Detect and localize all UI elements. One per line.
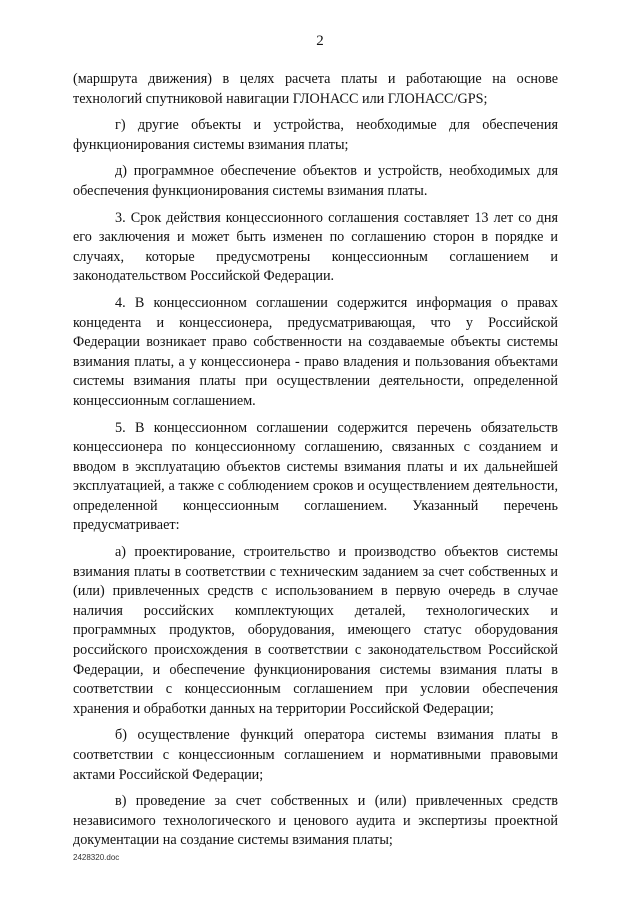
paragraph-item-d: д) программное обеспечение объектов и устройств, необходимых для обеспечения функционирования системы взимания платы. <box>73 163 558 199</box>
page-number: 2 <box>316 33 324 49</box>
paragraph-3: 3. Срок действия концессионного соглашения составляет 13 лет со дня его заключения и может быть изменен по соглашению сторон в порядке и случаях, которые предусмотрены концессионным соглашением и законодательством Российской Федерации. <box>73 209 558 285</box>
paragraph-4: 4. В концессионном соглашении содержится информация о правах концедента и концессионера, предусматривающая, что у Российской Федерации возникает право собственности на создаваемые объекты системы взимания платы, а у концессионера - право владения и пользования объектами системы взимания платы при осуществлении деятельности, определенной концессионным соглашением. <box>73 294 558 409</box>
paragraph-item-a: а) проектирование, строительство и производство объектов системы взимания платы в соответствии с техническим заданием за счет собственных и (или) привлеченных средств с использованием в первую очередь в случае наличия российских комплектующих деталей, технологических и программных продуктов, оборудования, имеющего статус оборудования российского происхождения в соответствии с законодательством Российской Федерации, и обеспечение функционирования системы взимания платы в соответствии с концессионным соглашением при условии обеспечения хранения и обработки данных на территории Российской Федерации; <box>73 544 558 717</box>
paragraph-item-b: б) осуществление функций оператора системы взимания платы в соответствии с концессионным соглашением и нормативными правовыми актами Российской Федерации; <box>73 727 558 783</box>
paragraph-continuation: (маршрута движения) в целях расчета платы и работающие на основе технологий спутниковой навигации ГЛОНАСС или ГЛОНАСС/GPS; <box>73 71 558 107</box>
paragraph-item-v: в) проведение за счет собственных и (или) привлеченных средств независимого технологического и ценового аудита и экспертизы проектной документации на создание системы взимания платы; <box>73 793 558 849</box>
document-code: 2428320.doc <box>73 853 120 862</box>
document-body <box>73 70 558 858</box>
paragraph-item-g: г) другие объекты и устройства, необходимые для обеспечения функционирования системы взимания платы; <box>73 117 558 153</box>
paragraph-5: 5. В концессионном соглашении содержится перечень обязательств концессионера по концессионному соглашению, связанных с созданием и вводом в эксплуатацию объектов системы взимания платы и их дальнейшей эксплуатацией, а также с соблюдением сроков и осуществлением деятельности, определенной концессионным соглашением. Указанный перечень предусматривает: <box>73 419 558 534</box>
